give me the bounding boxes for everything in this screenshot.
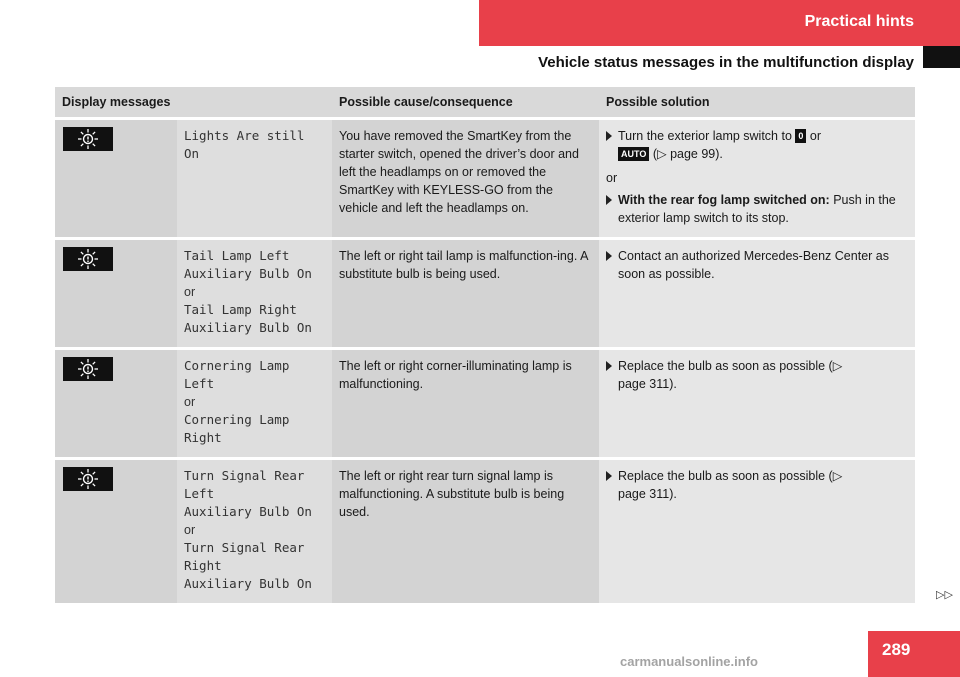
cause-text: The left or right rear turn signal lamp is malfunctioning. A substitute bulb is being used. <box>332 460 599 603</box>
solution-cell <box>599 350 915 457</box>
step-arrow-icon <box>606 251 612 261</box>
icon-cell <box>55 120 177 237</box>
icon-cell <box>55 350 177 457</box>
step-arrow-icon <box>606 195 612 205</box>
or-text: or <box>184 523 196 537</box>
table-row <box>55 350 915 457</box>
lamp-fault-icon <box>63 357 113 381</box>
col-header-cause: Possible cause/consequence <box>332 87 599 117</box>
lamp-fault-glyph <box>77 128 99 150</box>
table-row <box>55 120 915 237</box>
or-text: or <box>809 129 822 143</box>
page-number: 289 <box>882 640 911 659</box>
or-text: or <box>184 395 196 409</box>
page-subtitle: Vehicle status messages in the multifunction display <box>538 54 914 71</box>
switch-position-auto-icon: AUTO <box>618 147 649 161</box>
step-arrow-icon <box>606 131 612 141</box>
table-row <box>55 460 915 603</box>
page-reference: (▷ page 99). <box>652 147 723 161</box>
solution-cell <box>599 460 915 603</box>
continued-mark: ▷▷ <box>936 589 953 601</box>
switch-position-zero-icon: 0 <box>795 129 806 143</box>
table-row <box>55 240 915 347</box>
solution-text: Turn the exterior lamp switch to <box>618 129 792 143</box>
lamp-fault-icon <box>63 127 113 151</box>
lamp-fault-icon <box>63 467 113 491</box>
col-header-solution: Possible solution <box>599 87 915 117</box>
watermark: carmanualsonline.info <box>620 654 758 669</box>
or-separator: or <box>606 171 618 185</box>
cause-text: The left or right corner-illuminating lamp is malfunctioning. <box>332 350 599 457</box>
solution-text: Contact an authorized Mercedes-Benz Center as soon as possible. <box>618 249 889 281</box>
cause-text: The left or right tail lamp is malfunction-ing. A substitute bulb is being used. <box>332 240 599 347</box>
display-message: Tail Lamp Left Auxiliary Bulb On or Tail Lamp Right Auxiliary Bulb On <box>177 240 332 347</box>
display-message: Lights Are still On <box>177 120 332 237</box>
header-tab-marker <box>923 46 960 68</box>
solution-text: Replace the bulb as soon as possible (▷ page 311). <box>618 359 843 391</box>
step-arrow-icon <box>606 361 612 371</box>
solution-cell <box>599 120 915 237</box>
cause-text: You have removed the SmartKey from the starter switch, opened the driver’s door and left the headlamps on or removed the SmartKey with KEYLESS-GO from the vehicle and left the headlamps on. <box>332 120 599 237</box>
table-header-row <box>55 87 915 117</box>
icon-cell <box>55 240 177 347</box>
display-message: Turn Signal Rear Left Auxiliary Bulb On or Turn Signal Rear Right Auxiliary Bulb On <box>177 460 332 603</box>
lamp-fault-icon <box>63 247 113 271</box>
icon-cell <box>55 460 177 603</box>
section-title: Practical hints <box>804 13 914 30</box>
solution-step <box>606 127 909 163</box>
solution-text: Push in the exterior lamp switch to its stop. <box>618 193 896 225</box>
status-messages-table <box>55 84 915 606</box>
col-header-display: Display messages <box>55 87 332 117</box>
or-text: or <box>184 285 196 299</box>
condition-text: With the rear fog lamp switched on: <box>618 193 830 207</box>
step-arrow-icon <box>606 471 612 481</box>
solution-text: Replace the bulb as soon as possible (▷ page 311). <box>618 469 843 501</box>
page-number-tab <box>868 631 960 677</box>
solution-cell <box>599 240 915 347</box>
display-message: Cornering Lamp Left or Cornering Lamp Right <box>177 350 332 457</box>
solution-step <box>606 191 909 227</box>
